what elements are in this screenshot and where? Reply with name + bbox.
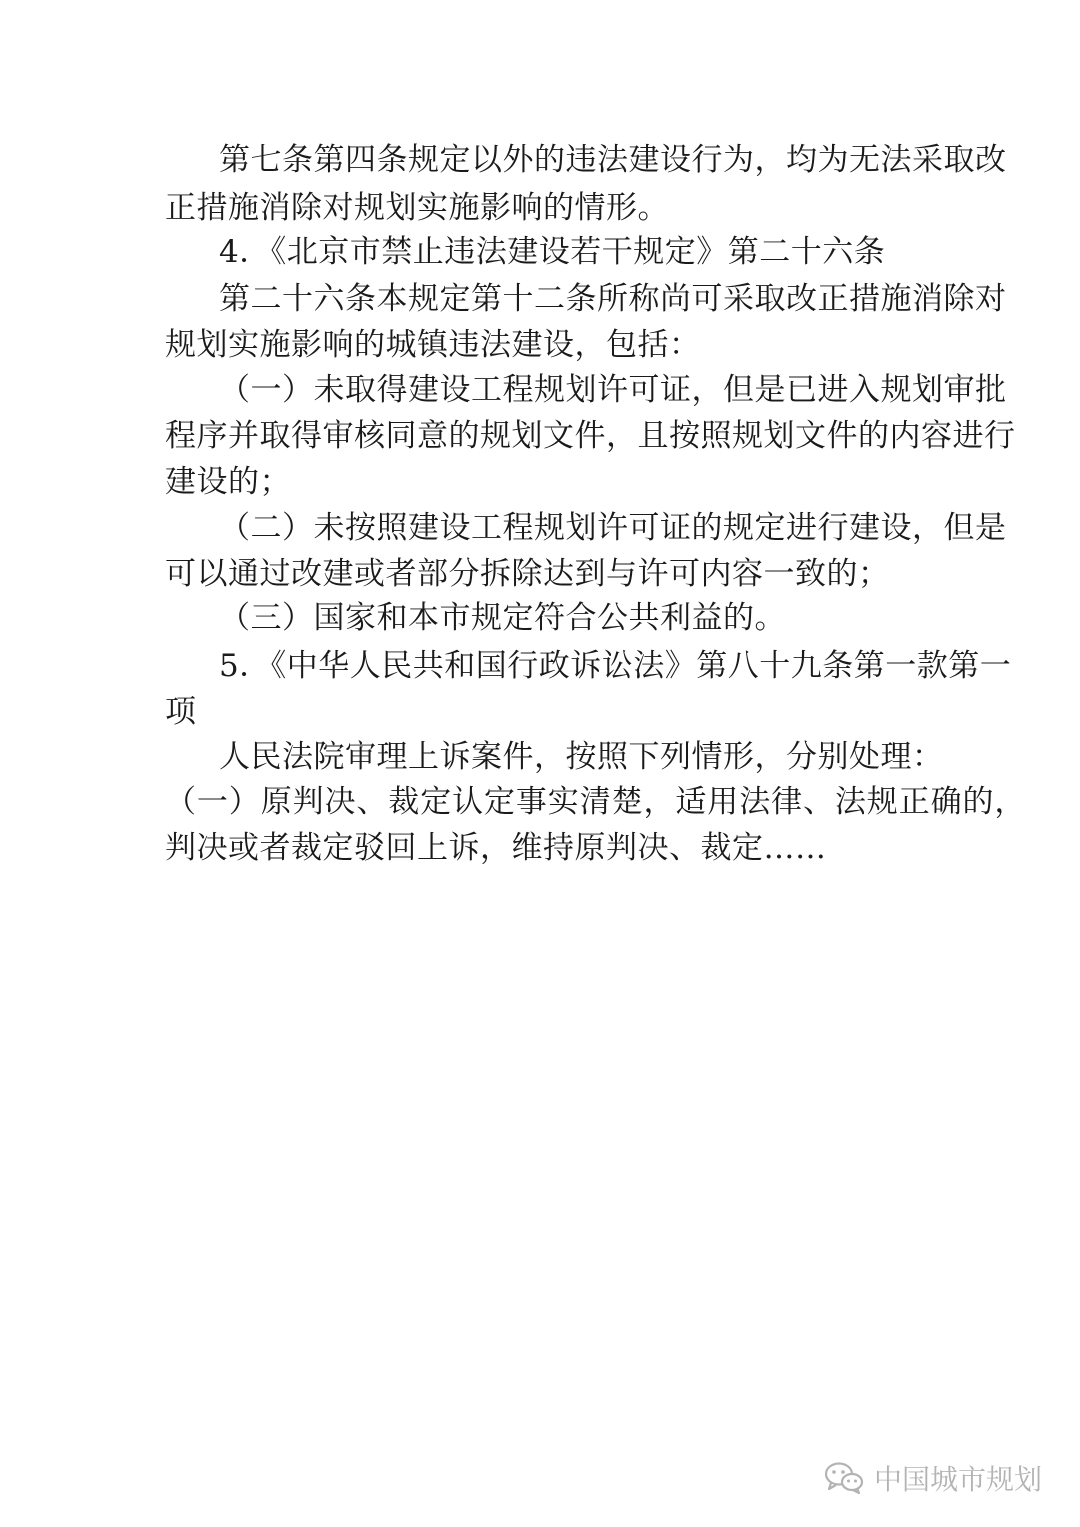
list-item: （二）未按照建设工程规划许可证的规定进行建设，但是 [219, 510, 1007, 546]
watermark [824, 1458, 1042, 1498]
paragraph-line: 项 [165, 694, 197, 730]
paragraph-line: 建设的； [165, 464, 291, 500]
paragraph-line: 第二十六条本规定第十二条所称尚可采取改正措施消除对 [219, 281, 1007, 317]
watermark-text: 中国城市规划 [873, 1463, 1042, 1496]
paragraph-line: 人民法院审理上诉案件，按照下列情形，分别处理： [219, 739, 944, 775]
list-item: （一）未取得建设工程规划许可证，但是已进入规划审批 [219, 372, 1007, 408]
paragraph-line: 可以通过改建或者部分拆除达到与许可内容一致的； [165, 556, 890, 592]
paragraph-line: 程序并取得审核同意的规划文件，且按照规划文件的内容进行 [165, 418, 1016, 454]
paragraph-line: 规划实施影响的城镇违法建设，包括： [165, 327, 701, 363]
list-item: （一）原判决、裁定认定事实清楚，适用法律、法规正确的， [165, 784, 1027, 820]
section-heading: 4．《北京市禁止违法建设若干规定》第二十六条 [219, 234, 886, 270]
wechat-icon [824, 1461, 864, 1495]
list-item: （三）国家和本市规定符合公共利益的。 [219, 600, 786, 636]
paragraph-line: 第七条第四条规定以外的违法建设行为，均为无法采取改 [219, 142, 1007, 178]
paragraph-line: 判决或者裁定驳回上诉，维持原判决、裁定…… [165, 830, 827, 866]
section-heading: 5．《中华人民共和国行政诉讼法》第八十九条第一款第一 [219, 648, 1012, 684]
paragraph-line: 正措施消除对规划实施影响的情形。 [165, 190, 669, 226]
